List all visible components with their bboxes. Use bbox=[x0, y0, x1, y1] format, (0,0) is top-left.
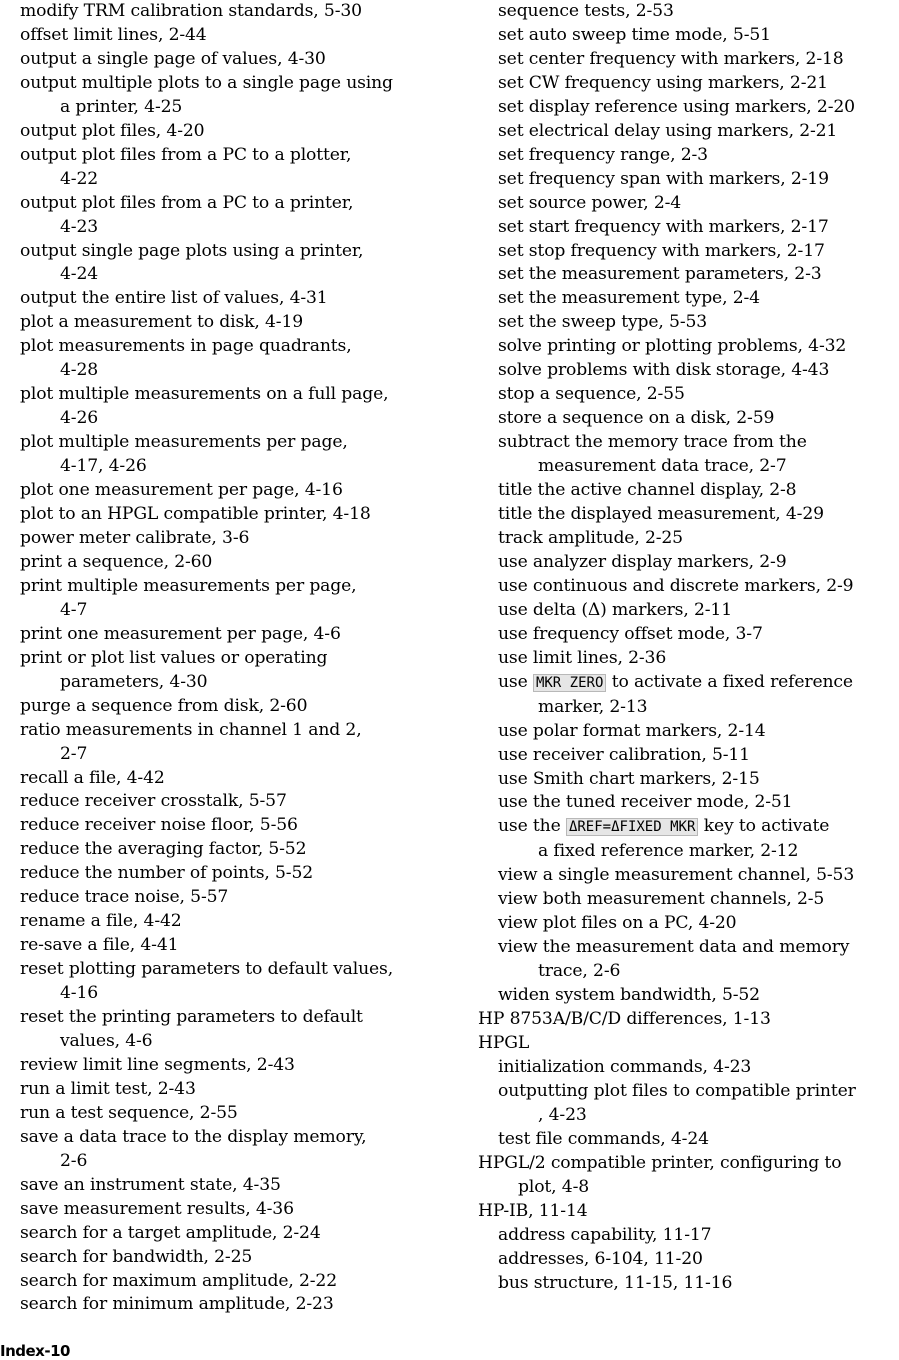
index-text: reduce the averaging factor, 5-52 bbox=[20, 839, 307, 860]
index-text: print a sequence, 2-60 bbox=[20, 551, 213, 572]
index-entry-continuation: parameters, 4-30 bbox=[60, 671, 208, 692]
index-entry bbox=[478, 24, 899, 48]
index-text: title the active channel display, 2-8 bbox=[498, 480, 797, 501]
index-text: re-save a file, 4-41 bbox=[20, 935, 179, 956]
index-entry bbox=[20, 790, 430, 814]
index-entry bbox=[478, 575, 899, 599]
index-entry bbox=[20, 192, 430, 240]
index-entry bbox=[478, 599, 899, 623]
index-text: subtract the memory trace from the bbox=[498, 432, 807, 453]
index-text: reduce the number of points, 5-52 bbox=[20, 863, 314, 884]
index-entry bbox=[478, 936, 899, 984]
index-text: plot multiple measurements on a full page, bbox=[20, 384, 389, 405]
index-entry bbox=[20, 72, 430, 120]
index-text: reduce receiver noise floor, 5-56 bbox=[20, 815, 298, 836]
index-entry bbox=[478, 527, 899, 551]
index-text: set display reference using markers, 2-20 bbox=[498, 96, 855, 117]
index-text: reset plotting parameters to default values, bbox=[20, 959, 394, 980]
softkey-label: ΔREF=ΔFIXED MKR bbox=[566, 818, 698, 836]
softkey-label: MKR ZERO bbox=[533, 674, 606, 692]
index-text: use limit lines, 2-36 bbox=[498, 647, 667, 668]
index-entry bbox=[20, 814, 430, 838]
index-entry bbox=[478, 431, 899, 479]
index-entry bbox=[20, 1174, 430, 1198]
index-entry bbox=[20, 503, 430, 527]
index-text: output plot files from a PC to a plotter, bbox=[20, 144, 352, 165]
index-entry bbox=[478, 287, 899, 311]
index-entry-continuation: 4-16 bbox=[60, 983, 99, 1004]
index-entry bbox=[20, 144, 430, 192]
index-entry bbox=[478, 503, 899, 527]
index-entry bbox=[478, 1272, 899, 1296]
index-entry bbox=[20, 1078, 430, 1102]
index-text: plot a measurement to disk, 4-19 bbox=[20, 312, 304, 333]
index-text: reduce receiver crosstalk, 5-57 bbox=[20, 791, 287, 812]
index-text: reduce trace noise, 5-57 bbox=[20, 887, 229, 908]
index-entry bbox=[20, 527, 430, 551]
index-text: print multiple measurements per page, bbox=[20, 575, 357, 596]
index-text: run a test sequence, 2-55 bbox=[20, 1102, 238, 1123]
index-entry-continuation: , 4-23 bbox=[538, 1104, 587, 1125]
index-text: outputting plot files to compatible printer bbox=[498, 1080, 856, 1101]
index-text: use the tuned receiver mode, 2-51 bbox=[498, 792, 793, 813]
index-text: set the sweep type, 5-53 bbox=[498, 312, 708, 333]
index-text: title the displayed measurement, 4-29 bbox=[498, 504, 824, 525]
index-text: use bbox=[498, 671, 533, 692]
index-text: track amplitude, 2-25 bbox=[498, 527, 683, 548]
index-text: key to activate bbox=[698, 816, 830, 837]
index-text: HPGL bbox=[478, 1032, 530, 1053]
index-entry bbox=[478, 647, 899, 671]
index-entry bbox=[20, 431, 430, 479]
index-entry-continuation: 4-26 bbox=[60, 408, 99, 429]
index-entry bbox=[20, 695, 430, 719]
index-entry-continuation: a printer, 4-25 bbox=[60, 96, 183, 117]
index-text: output plot files from a PC to a printer, bbox=[20, 192, 354, 213]
index-entry bbox=[20, 1198, 430, 1222]
index-entry bbox=[478, 144, 899, 168]
index-entry bbox=[478, 383, 899, 407]
index-entry-line bbox=[498, 672, 853, 692]
index-text: search for minimum amplitude, 2-23 bbox=[20, 1294, 334, 1315]
index-entry bbox=[20, 383, 430, 431]
index-entry bbox=[478, 479, 899, 503]
index-entry bbox=[20, 311, 430, 335]
index-text: HP-IB, 11-14 bbox=[478, 1200, 588, 1221]
index-text: reset the printing parameters to default bbox=[20, 1007, 363, 1028]
index-text: solve problems with disk storage, 4-43 bbox=[498, 360, 830, 381]
index-text: set frequency range, 2-3 bbox=[498, 144, 708, 165]
index-text: use receiver calibration, 5-11 bbox=[498, 744, 750, 765]
index-entry-continuation: marker, 2-13 bbox=[538, 696, 648, 717]
index-text: HP 8753A/B/C/D differences, 1-13 bbox=[478, 1009, 771, 1030]
index-text: view the measurement data and memory bbox=[498, 937, 850, 958]
index-entry bbox=[478, 1008, 899, 1032]
index-entry bbox=[20, 1293, 430, 1317]
index-text: set the measurement parameters, 2-3 bbox=[498, 264, 822, 285]
index-entry bbox=[478, 1128, 899, 1152]
index-entry bbox=[20, 862, 430, 886]
index-entry bbox=[478, 671, 899, 720]
index-entry bbox=[478, 1248, 899, 1272]
index-text: initialization commands, 4-23 bbox=[498, 1056, 752, 1077]
index-entry bbox=[478, 864, 899, 888]
index-entry bbox=[478, 216, 899, 240]
index-entry bbox=[20, 767, 430, 791]
index-text: offset limit lines, 2-44 bbox=[20, 24, 207, 45]
index-column-left bbox=[20, 0, 430, 1317]
index-entry bbox=[20, 623, 430, 647]
index-entry bbox=[478, 551, 899, 575]
index-entry bbox=[20, 48, 430, 72]
index-text: modify TRM calibration standards, 5-30 bbox=[20, 1, 362, 21]
index-entry bbox=[478, 72, 899, 96]
index-text: addresses, 6-104, 11-20 bbox=[498, 1248, 703, 1269]
index-entry bbox=[478, 120, 899, 144]
index-text: set the measurement type, 2-4 bbox=[498, 288, 760, 309]
index-entry bbox=[478, 791, 899, 815]
index-text: use the bbox=[498, 816, 566, 837]
index-entry bbox=[478, 359, 899, 383]
index-entry bbox=[20, 886, 430, 910]
index-entry bbox=[478, 48, 899, 72]
index-text: search for a target amplitude, 2-24 bbox=[20, 1222, 321, 1243]
index-text: widen system bandwidth, 5-52 bbox=[498, 985, 760, 1006]
index-entry bbox=[478, 96, 899, 120]
index-text: use Smith chart markers, 2-15 bbox=[498, 768, 760, 789]
index-entry bbox=[478, 1200, 899, 1224]
index-text: output single page plots using a printer, bbox=[20, 240, 364, 261]
index-text: save a data trace to the display memory, bbox=[20, 1126, 367, 1147]
index-text: stop a sequence, 2-55 bbox=[498, 384, 685, 405]
index-text: set stop frequency with markers, 2-17 bbox=[498, 240, 825, 261]
index-text: plot measurements in page quadrants, bbox=[20, 336, 352, 357]
index-text: to activate a fixed reference bbox=[606, 671, 853, 692]
index-text: purge a sequence from disk, 2-60 bbox=[20, 695, 308, 716]
index-entry bbox=[478, 815, 899, 864]
index-text: output multiple plots to a single page using bbox=[20, 72, 393, 93]
index-entry bbox=[20, 958, 430, 1006]
index-entry bbox=[20, 838, 430, 862]
index-text: search for bandwidth, 2-25 bbox=[20, 1246, 253, 1267]
index-entry-continuation: 4-7 bbox=[60, 599, 88, 620]
index-text: HPGL/2 compatible printer, configuring to bbox=[478, 1152, 842, 1173]
index-entry bbox=[20, 1222, 430, 1246]
index-text: view both measurement channels, 2-5 bbox=[498, 889, 825, 910]
index-text: print or plot list values or operating bbox=[20, 647, 328, 668]
index-text: store a sequence on a disk, 2-59 bbox=[498, 408, 775, 429]
index-text: view plot files on a PC, 4-20 bbox=[498, 913, 737, 934]
index-entry bbox=[20, 1054, 430, 1078]
index-text: use continuous and discrete markers, 2-9 bbox=[498, 575, 854, 596]
index-entry bbox=[478, 1032, 899, 1056]
index-text: plot multiple measurements per page, bbox=[20, 432, 348, 453]
index-entry bbox=[478, 192, 899, 216]
index-entry-continuation: a fixed reference marker, 2-12 bbox=[538, 841, 799, 862]
index-text: run a limit test, 2-43 bbox=[20, 1078, 196, 1099]
index-text: set source power, 2-4 bbox=[498, 192, 682, 213]
index-text: bus structure, 11-15, 11-16 bbox=[498, 1272, 733, 1293]
index-entry bbox=[20, 551, 430, 575]
index-text: output the entire list of values, 4-31 bbox=[20, 288, 328, 309]
index-entry bbox=[478, 168, 899, 192]
index-text: save measurement results, 4-36 bbox=[20, 1198, 294, 1219]
index-entry bbox=[20, 24, 430, 48]
index-text: save an instrument state, 4-35 bbox=[20, 1174, 281, 1195]
index-entry-continuation: 2-6 bbox=[60, 1150, 88, 1171]
index-entry bbox=[478, 1056, 899, 1080]
index-text: set center frequency with markers, 2-18 bbox=[498, 48, 844, 69]
index-entry bbox=[20, 240, 430, 288]
index-text: output plot files, 4-20 bbox=[20, 120, 205, 141]
page-footer: Index-10 bbox=[0, 1342, 70, 1360]
index-entry bbox=[478, 1080, 899, 1128]
index-text: ratio measurements in channel 1 and 2, bbox=[20, 719, 362, 740]
index-entry bbox=[478, 263, 899, 287]
index-text: search for maximum amplitude, 2-22 bbox=[20, 1270, 337, 1291]
index-text: recall a file, 4-42 bbox=[20, 767, 165, 788]
index-entry-continuation: values, 4-6 bbox=[60, 1030, 153, 1051]
index-entry bbox=[20, 1102, 430, 1126]
index-text: review limit line segments, 2-43 bbox=[20, 1054, 295, 1075]
index-text: use delta (Δ) markers, 2-11 bbox=[498, 599, 732, 620]
index-text: output a single page of values, 4-30 bbox=[20, 48, 326, 69]
index-entry bbox=[478, 888, 899, 912]
index-entry bbox=[20, 287, 430, 311]
index-entry-continuation: 4-22 bbox=[60, 168, 99, 189]
index-entry bbox=[20, 479, 430, 503]
index-text: view a single measurement channel, 5-53 bbox=[498, 865, 855, 886]
index-entry-continuation: 4-23 bbox=[60, 216, 99, 237]
index-entry-continuation: 4-24 bbox=[60, 264, 99, 285]
index-entry-continuation: plot, 4-8 bbox=[518, 1176, 590, 1197]
index-entry bbox=[20, 1006, 430, 1054]
index-text: set electrical delay using markers, 2-21 bbox=[498, 120, 838, 141]
index-entry bbox=[478, 311, 899, 335]
index-entry-continuation: 2-7 bbox=[60, 743, 88, 764]
index-entry bbox=[20, 1270, 430, 1294]
index-entry-continuation: trace, 2-6 bbox=[538, 961, 621, 982]
index-entry bbox=[478, 744, 899, 768]
index-text: solve printing or plotting problems, 4-32 bbox=[498, 336, 847, 357]
index-entry bbox=[20, 335, 430, 383]
index-column-right bbox=[478, 0, 899, 1295]
index-text: use polar format markers, 2-14 bbox=[498, 720, 766, 741]
index-entry bbox=[478, 768, 899, 792]
index-entry bbox=[20, 1126, 430, 1174]
index-entry bbox=[478, 240, 899, 264]
index-entry bbox=[20, 0, 430, 24]
index-text: sequence tests, 2-53 bbox=[498, 1, 674, 21]
index-text: plot to an HPGL compatible printer, 4-18 bbox=[20, 504, 371, 525]
index-text: set auto sweep time mode, 5-51 bbox=[498, 24, 771, 45]
index-text: plot one measurement per page, 4-16 bbox=[20, 480, 343, 501]
index-entry bbox=[478, 1224, 899, 1248]
index-text: address capability, 11-17 bbox=[498, 1224, 712, 1245]
index-entry-line bbox=[498, 816, 829, 836]
index-entry bbox=[20, 647, 430, 695]
index-entry bbox=[478, 1152, 899, 1200]
index-entry bbox=[20, 120, 430, 144]
index-entry bbox=[478, 720, 899, 744]
index-text: set CW frequency using markers, 2-21 bbox=[498, 72, 828, 93]
index-text: use frequency offset mode, 3-7 bbox=[498, 623, 763, 644]
index-entry-continuation: measurement data trace, 2-7 bbox=[538, 456, 787, 477]
index-entry bbox=[478, 0, 899, 24]
index-text: set frequency span with markers, 2-19 bbox=[498, 168, 829, 189]
index-text: use analyzer display markers, 2-9 bbox=[498, 551, 787, 572]
index-entry-continuation: 4-17, 4-26 bbox=[60, 456, 147, 477]
index-entry bbox=[20, 934, 430, 958]
index-entry bbox=[20, 719, 430, 767]
index-entry bbox=[20, 575, 430, 623]
index-entry bbox=[478, 984, 899, 1008]
index-entry bbox=[20, 910, 430, 934]
index-entry bbox=[478, 623, 899, 647]
index-text: print one measurement per page, 4-6 bbox=[20, 623, 341, 644]
index-entry-continuation: 4-28 bbox=[60, 360, 99, 381]
index-entry bbox=[478, 335, 899, 359]
index-text: rename a file, 4-42 bbox=[20, 911, 182, 932]
index-text: power meter calibrate, 3-6 bbox=[20, 527, 250, 548]
index-entry bbox=[478, 912, 899, 936]
index-entry bbox=[20, 1246, 430, 1270]
index-entry bbox=[478, 407, 899, 431]
index-text: set start frequency with markers, 2-17 bbox=[498, 216, 829, 237]
index-text: test file commands, 4-24 bbox=[498, 1128, 709, 1149]
